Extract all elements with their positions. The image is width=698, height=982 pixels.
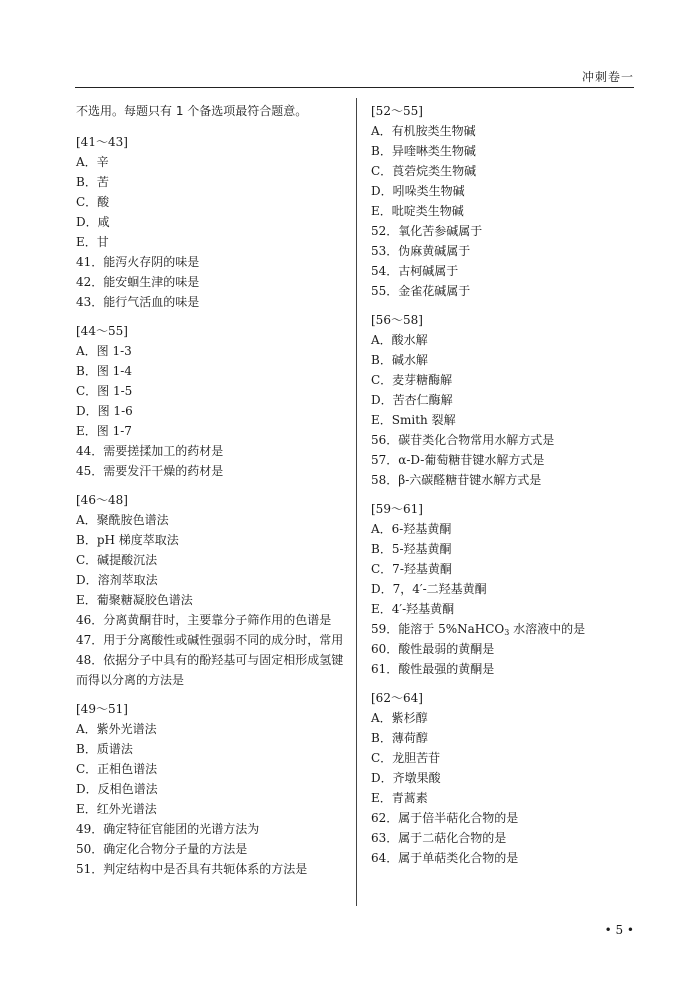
answer-option: C．酸 [76, 195, 110, 209]
answer-option: B．薄荷醇 [371, 731, 428, 745]
section-intro: 不选用。每题只有 1 个备选项最符合题意。 [76, 104, 308, 118]
group-range: [59～61] [371, 502, 423, 516]
answer-option: A．辛 [76, 155, 109, 169]
question-item: 49．确定特征官能团的光谱方法为 [76, 822, 260, 836]
answer-option: D．7，4′-二羟基黄酮 [371, 582, 487, 596]
group-range: [62～64] [371, 691, 423, 705]
question-item: 64．属于单萜类化合物的是 [371, 851, 519, 865]
answer-option: E．图 1-7 [76, 424, 132, 438]
question-item: 45．需要发汗干燥的药材是 [76, 464, 224, 478]
answer-option: C．7-羟基黄酮 [371, 562, 452, 576]
answer-option: D．吲哚类生物碱 [371, 184, 465, 198]
answer-option: C．正相色谱法 [76, 762, 158, 776]
answer-option: C．麦芽糖酶解 [371, 373, 453, 387]
answer-option: C．莨菪烷类生物碱 [371, 164, 477, 178]
question-item: 56．碳苷类化合物常用水解方式是 [371, 433, 555, 447]
question-item: 53．伪麻黄碱属于 [371, 244, 471, 258]
question-group [76, 132, 348, 312]
question-item: 48．依据分子中具有的酚羟基可与固定相形成氢键而得以分离的方法是 [76, 653, 344, 687]
question-group [371, 101, 635, 301]
answer-option: B．碱水解 [371, 353, 428, 367]
answer-option: A．紫外光谱法 [76, 722, 157, 736]
answer-option: A．图 1-3 [76, 344, 132, 358]
answer-option: B．质谱法 [76, 742, 133, 756]
question-item: 62．属于倍半萜化合物的是 [371, 811, 519, 825]
question-item: 52．氧化苦参碱属于 [371, 224, 483, 238]
answer-option: E．Smith 裂解 [371, 413, 456, 427]
question-item: 47．用于分离酸性或碱性强弱不同的成分时，常用 [76, 633, 344, 647]
answer-option: E．甘 [76, 235, 109, 249]
group-range: [41～43] [76, 135, 128, 149]
question-item: 51．判定结构中是否具有共轭体系的方法是 [76, 862, 308, 876]
page-number: • 5 • [604, 923, 634, 937]
answer-option: D．溶剂萃取法 [76, 573, 158, 587]
group-range: [44～55] [76, 324, 128, 338]
question-item: 43．能行气活血的味是 [76, 295, 200, 309]
answer-option: D．苦杏仁酶解 [371, 393, 453, 407]
question-item: 57．α-D-葡萄糖苷键水解方式是 [371, 453, 545, 467]
question-item: 59．能溶于 5%NaHCO$_3$ 水溶液中的是 [371, 622, 586, 637]
header-rule [75, 87, 634, 88]
group-range: [49～51] [76, 702, 128, 716]
answer-option: A．有机胺类生物碱 [371, 124, 476, 138]
question-item: 50．确定化合物分子量的方法是 [76, 842, 248, 856]
answer-option: E．吡啶类生物碱 [371, 204, 464, 218]
question-item: 61．酸性最强的黄酮是 [371, 662, 495, 676]
answer-option: A．6-羟基黄酮 [371, 522, 452, 536]
answer-option: D．图 1-6 [76, 404, 133, 418]
question-group [76, 490, 348, 690]
question-item: 41．能泻火存阴的味是 [76, 255, 200, 269]
question-item: 42．能安蛔生津的味是 [76, 275, 200, 289]
answer-option: C．碱提酸沉法 [76, 553, 158, 567]
question-group [371, 688, 635, 868]
question-item: 63．属于二萜化合物的是 [371, 831, 507, 845]
answer-option: D．齐墩果酸 [371, 771, 441, 785]
question-group [371, 499, 635, 679]
answer-option: B．pH 梯度萃取法 [76, 533, 179, 547]
right-column [371, 101, 635, 877]
answer-option: E．青蒿素 [371, 791, 428, 805]
left-column [76, 101, 348, 888]
answer-option: E．红外光谱法 [76, 802, 157, 816]
group-range: [56～58] [371, 313, 423, 327]
question-group [371, 310, 635, 490]
answer-option: D．咸 [76, 215, 110, 229]
group-range: [46～48] [76, 493, 128, 507]
question-item: 60．酸性最弱的黄酮是 [371, 642, 495, 656]
column-divider [356, 98, 357, 906]
answer-option: A．聚酰胺色谱法 [76, 513, 169, 527]
header-title: 冲刺卷一 [581, 70, 634, 84]
question-item: 58．β-六碳醛糖苷键水解方式是 [371, 473, 542, 487]
answer-option: C．龙胆苦苷 [371, 751, 441, 765]
answer-option: B．异喹啉类生物碱 [371, 144, 476, 158]
answer-option: E．4′-羟基黄酮 [371, 602, 455, 616]
answer-option: B．图 1-4 [76, 364, 132, 378]
answer-option: B．苦 [76, 175, 109, 189]
question-item: 44．需要搓揉加工的药材是 [76, 444, 224, 458]
question-item: 54．古柯碱属于 [371, 264, 459, 278]
answer-option: C．图 1-5 [76, 384, 133, 398]
answer-option: B．5-羟基黄酮 [371, 542, 452, 556]
question-group [76, 699, 348, 879]
answer-option: E．葡聚糖凝胶色谱法 [76, 593, 193, 607]
question-group [76, 321, 348, 481]
answer-option: A．酸水解 [371, 333, 428, 347]
answer-option: D．反相色谱法 [76, 782, 158, 796]
question-item: 55．金雀花碱属于 [371, 284, 471, 298]
answer-option: A．紫杉醇 [371, 711, 428, 725]
question-item: 46．分离黄酮苷时，主要靠分子筛作用的色谱是 [76, 613, 332, 627]
group-range: [52～55] [371, 104, 423, 118]
